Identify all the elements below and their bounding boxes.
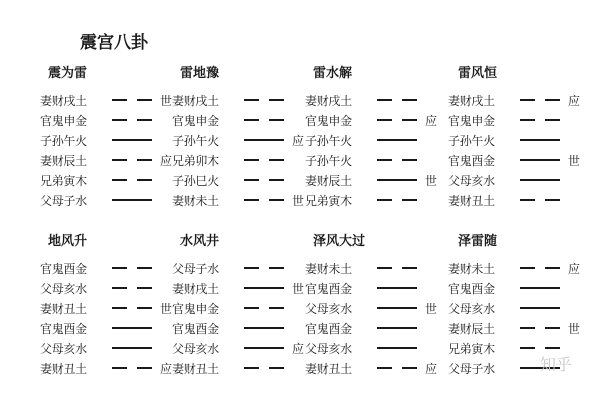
yao-row — [172, 190, 306, 210]
shi-ying-mark: 世 — [568, 153, 581, 168]
yao-label: 子孙午火 — [448, 133, 495, 148]
shi-ying-mark: 世 — [568, 321, 581, 336]
yin-line — [112, 267, 152, 269]
yao-row — [40, 90, 174, 110]
hexagram-name: 水风井 — [180, 234, 220, 249]
yao-label: 官鬼申金 — [172, 301, 219, 316]
yao-row — [305, 110, 439, 130]
yao-row — [305, 338, 439, 358]
yao-row — [172, 298, 306, 318]
yao-row — [305, 278, 439, 298]
yin-line — [244, 367, 284, 369]
yao-label: 父母亥水 — [448, 301, 495, 316]
yao-label: 官鬼酉金 — [448, 281, 495, 296]
yang-line — [520, 179, 560, 181]
yao-label: 官鬼酉金 — [172, 321, 219, 336]
yin-line — [377, 119, 417, 121]
yao-label: 妻财戌土 — [172, 281, 219, 296]
yao-row — [448, 110, 582, 130]
yang-line — [112, 327, 152, 329]
yin-line — [112, 367, 152, 369]
shi-ying-mark: 世 — [292, 193, 305, 208]
yao-row — [40, 278, 174, 298]
yao-row — [305, 170, 439, 190]
yao-row — [40, 110, 174, 130]
yin-line — [112, 159, 152, 161]
yao-label: 妻财辰土 — [40, 153, 87, 168]
yao-label: 妻财丑土 — [40, 301, 87, 316]
shi-ying-mark: 应 — [160, 361, 173, 376]
page-title: 震宫八卦 — [80, 33, 148, 53]
yao-row — [40, 318, 174, 338]
yao-row — [40, 190, 174, 210]
yao-label: 妻财戌土 — [305, 93, 352, 108]
shi-ying-mark: 应 — [425, 361, 438, 376]
yang-line — [112, 347, 152, 349]
yin-line — [520, 199, 560, 201]
yao-label: 父母亥水 — [305, 301, 352, 316]
yao-row — [172, 258, 306, 278]
yang-line — [377, 287, 417, 289]
yang-line — [377, 139, 417, 141]
zhihu-watermark: 知乎 — [540, 355, 573, 374]
hexagram-name: 雷地豫 — [180, 66, 220, 81]
yao-row — [172, 318, 306, 338]
shi-ying-mark: 世 — [160, 301, 173, 316]
yao-row — [448, 258, 582, 278]
yao-label: 官鬼酉金 — [448, 153, 495, 168]
yao-row — [448, 278, 582, 298]
yin-line — [244, 179, 284, 181]
yin-line — [244, 159, 284, 161]
hexagram-name: 泽雷随 — [458, 234, 498, 249]
yao-row — [172, 90, 306, 110]
yang-line — [244, 287, 284, 289]
yao-row — [40, 258, 174, 278]
yao-row — [305, 130, 439, 150]
yin-line — [112, 307, 152, 309]
yao-row — [40, 298, 174, 318]
yin-line — [377, 159, 417, 161]
shi-ying-mark: 世 — [292, 281, 305, 296]
yao-row — [172, 130, 306, 150]
yao-label: 兄弟寅木 — [40, 173, 87, 188]
yao-row — [448, 298, 582, 318]
yao-label: 妻财丑土 — [448, 193, 495, 208]
yao-label: 官鬼酉金 — [305, 321, 352, 336]
yao-label: 子孙午火 — [305, 153, 352, 168]
yao-row — [40, 338, 174, 358]
yao-row — [305, 190, 439, 210]
yao-label: 妻财未土 — [448, 261, 495, 276]
yao-row — [305, 358, 439, 378]
yao-label: 妻财丑土 — [40, 361, 87, 376]
yao-label: 父母亥水 — [448, 173, 495, 188]
yin-line — [112, 99, 152, 101]
yang-line — [377, 179, 417, 181]
yao-row — [172, 150, 306, 170]
yao-label: 父母亥水 — [40, 281, 87, 296]
yao-label: 兄弟寅木 — [305, 193, 352, 208]
yang-line — [244, 139, 284, 141]
yao-label: 妻财戌土 — [40, 93, 87, 108]
shi-ying-mark: 应 — [425, 113, 438, 128]
yin-line — [377, 267, 417, 269]
shi-ying-mark: 应 — [292, 341, 305, 356]
yao-label: 父母亥水 — [172, 341, 219, 356]
yao-label: 兄弟卯木 — [172, 153, 219, 168]
yao-label: 子孙巳火 — [172, 173, 219, 188]
yao-label: 父母子水 — [40, 193, 87, 208]
hexagram-name: 震为雷 — [48, 66, 88, 81]
yao-label: 父母亥水 — [305, 341, 352, 356]
yao-row — [172, 358, 306, 378]
yao-label: 官鬼申金 — [448, 113, 495, 128]
shi-ying-mark: 世 — [425, 173, 438, 188]
yin-line — [377, 99, 417, 101]
yin-line — [112, 119, 152, 121]
yang-line — [244, 327, 284, 329]
yin-line — [377, 367, 417, 369]
yin-line — [244, 199, 284, 201]
yao-row — [172, 278, 306, 298]
shi-ying-mark: 应 — [568, 93, 581, 108]
yao-label: 妻财未土 — [172, 193, 219, 208]
yao-label: 官鬼酉金 — [40, 321, 87, 336]
yao-row — [448, 318, 582, 338]
yao-label: 官鬼酉金 — [305, 281, 352, 296]
shi-ying-mark: 世 — [160, 93, 173, 108]
yao-label: 妻财戌土 — [448, 93, 495, 108]
yang-line — [244, 347, 284, 349]
yao-row — [305, 318, 439, 338]
shi-ying-mark: 应 — [292, 133, 305, 148]
yao-row — [40, 130, 174, 150]
yin-line — [244, 119, 284, 121]
yao-row — [305, 150, 439, 170]
yang-line — [112, 199, 152, 201]
yao-row — [40, 358, 174, 378]
yang-line — [520, 159, 560, 161]
yao-label: 妻财丑土 — [172, 361, 219, 376]
yang-line — [377, 347, 417, 349]
yao-row — [448, 150, 582, 170]
yao-label: 官鬼申金 — [172, 113, 219, 128]
yin-line — [520, 327, 560, 329]
yin-line — [520, 99, 560, 101]
yao-row — [172, 338, 306, 358]
yao-label: 子孙午火 — [172, 133, 219, 148]
yao-label: 妻财丑土 — [305, 361, 352, 376]
yao-label: 兄弟寅木 — [448, 341, 495, 356]
yao-label: 子孙午火 — [305, 133, 352, 148]
yao-row — [40, 170, 174, 190]
hexagram-name: 雷风恒 — [458, 66, 498, 81]
yao-row — [448, 190, 582, 210]
yao-label: 子孙午火 — [40, 133, 87, 148]
yin-line — [520, 347, 560, 349]
yao-label: 妻财辰土 — [448, 321, 495, 336]
yao-label: 妻财戌土 — [172, 93, 219, 108]
yao-label: 官鬼申金 — [305, 113, 352, 128]
yao-row — [305, 90, 439, 110]
shi-ying-mark: 世 — [425, 301, 438, 316]
yao-row — [172, 170, 306, 190]
yin-line — [244, 99, 284, 101]
yao-row — [40, 150, 174, 170]
shi-ying-mark: 应 — [568, 261, 581, 276]
yao-label: 官鬼酉金 — [40, 261, 87, 276]
yin-line — [244, 267, 284, 269]
yang-line — [520, 139, 560, 141]
yao-row — [448, 170, 582, 190]
yin-line — [112, 287, 152, 289]
yang-line — [520, 307, 560, 309]
yao-label: 官鬼申金 — [40, 113, 87, 128]
yang-line — [377, 307, 417, 309]
shi-ying-mark: 应 — [160, 153, 173, 168]
yao-row — [305, 298, 439, 318]
yin-line — [112, 179, 152, 181]
yang-line — [112, 139, 152, 141]
yao-label: 父母子水 — [448, 361, 495, 376]
yao-label: 妻财辰土 — [305, 173, 352, 188]
hexagram-name: 雷水解 — [313, 66, 353, 81]
yin-line — [377, 199, 417, 201]
hexagram-name: 地风升 — [48, 234, 88, 249]
yao-label: 父母子水 — [172, 261, 219, 276]
yin-line — [520, 267, 560, 269]
yao-row — [305, 258, 439, 278]
yang-line — [377, 327, 417, 329]
yao-row — [172, 110, 306, 130]
yao-label: 父母亥水 — [40, 341, 87, 356]
hexagram-name: 泽风大过 — [313, 234, 366, 249]
yin-line — [520, 119, 560, 121]
yin-line — [244, 307, 284, 309]
yao-row — [448, 90, 582, 110]
yao-label: 妻财未土 — [305, 261, 352, 276]
yang-line — [520, 287, 560, 289]
yao-row — [448, 130, 582, 150]
